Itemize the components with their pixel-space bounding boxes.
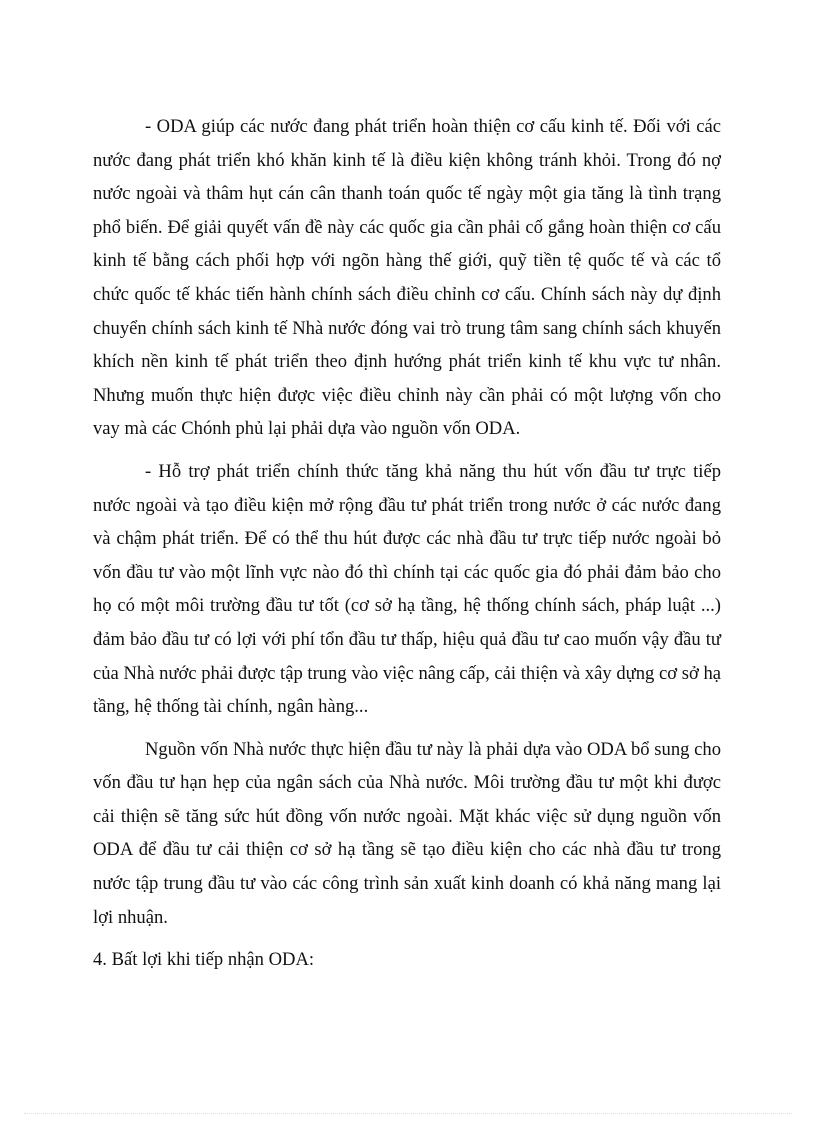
paragraph-oda-investment-attraction: - Hỗ trợ phát triển chính thức tăng khả năng thu hút vốn đầu tư trực tiếp nước ngoài và tạo điều kiện mở rộng đầu tư phát triển trong nước ở các nước đang và chậm phát triển. Để có thể thu hút được các nhà đầu tư trực tiếp nước ngoài bỏ vốn đầu tư vào một lĩnh vực nào đó thì chính tại các quốc gia đó phải đảm bảo cho họ có một môi trường đầu tư tốt (cơ sở hạ tầng, hệ thống chính sách, pháp luật ...) đảm bảo đầu tư có lợi với phí tổn đầu tư thấp, hiệu quả đầu tư cao muốn vậy đầu tư của Nhà nước phải được tập trung vào việc nâng cấp, cải thiện và xây dựng cơ sở hạ tầng, hệ thống tài chính, ngân hàng...	[93, 460, 721, 718]
paragraph-state-capital: Nguồn vốn Nhà nước thực hiện đầu tư này là phải dựa vào ODA bổ sung cho vốn đầu tư hạn hẹp của ngân sách của Nhà nước. Môi trường đầu tư một khi được cải thiện sẽ tăng sức hút đồng vốn nước ngoài. Mặt khác việc sử dụng nguồn vốn ODA để đầu tư cải thiện cơ sở hạ tầng sẽ tạo điều kiện cho các nhà đầu tư trong nước tập trung đầu tư vào các công trình sản xuất kinh doanh có khả năng mang lại lợi nhuận.	[93, 738, 721, 928]
section-heading-disadvantages: 4. Bất lợi khi tiếp nhận ODA:	[93, 949, 315, 971]
paragraph-oda-economic-structure: - ODA giúp các nước đang phát triển hoàn thiện cơ cấu kinh tế. Đối với các nước đang phát triển khó khăn kinh tế là điều kiện không tránh khỏi. Trong đó nợ nước ngoài và thâm hụt cán cân thanh toán quốc tế ngày một gia tăng là tình trạng phổ biến. Để giải quyết vấn đề này các quốc gia cần phải cố gắng hoàn thiện cơ cấu kinh tế bằng cách phối hợp với ngõn hàng thế giới, quỹ tiền tệ quốc tế và các tổ chức quốc tế khác tiến hành chính sách điều chỉnh cơ cấu. Chính sách này dự định chuyển chính sách kinh tế Nhà nước đóng vai trò trung tâm sang chính sách khuyến khích nền kinh tế phát triển theo định hướng phát triển kinh tế khu vực tư nhân. Nhưng muốn thực hiện được việc điều chỉnh này cần phải có một lượng vốn cho vay mà các Chónh phủ lại phải dựa vào nguồn vốn ODA.	[93, 116, 721, 440]
page-bottom-divider	[24, 1113, 792, 1114]
document-body	[93, 110, 721, 977]
